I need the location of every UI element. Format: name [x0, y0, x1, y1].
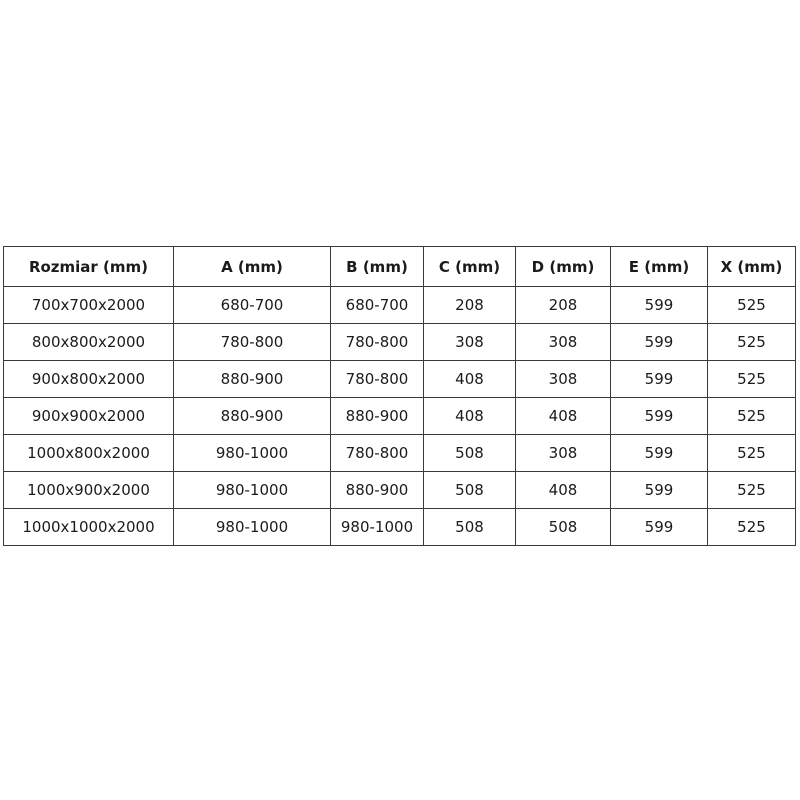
- table-cell: 780-800: [331, 361, 424, 398]
- table-cell: 308: [516, 324, 611, 361]
- table-cell: 308: [516, 435, 611, 472]
- table-cell: 900x900x2000: [4, 398, 174, 435]
- table-cell: 599: [611, 435, 708, 472]
- table-cell: 980-1000: [331, 509, 424, 546]
- table-cell: 408: [516, 472, 611, 509]
- dimensions-table: [3, 246, 796, 546]
- table-cell: 599: [611, 324, 708, 361]
- table-cell: 680-700: [331, 287, 424, 324]
- table-cell: 599: [611, 472, 708, 509]
- table-row: [4, 398, 796, 435]
- table-cell: 1000x1000x2000: [4, 509, 174, 546]
- table-cell: 525: [708, 398, 796, 435]
- table-cell: 880-900: [331, 472, 424, 509]
- table-cell: 208: [424, 287, 516, 324]
- table-cell: 525: [708, 435, 796, 472]
- table-cell: 525: [708, 287, 796, 324]
- table-cell: 980-1000: [174, 435, 331, 472]
- table-cell: 1000x800x2000: [4, 435, 174, 472]
- table-cell: 508: [424, 472, 516, 509]
- table-cell: 599: [611, 509, 708, 546]
- table-cell: 780-800: [331, 324, 424, 361]
- table-cell: 880-900: [174, 398, 331, 435]
- table-cell: 525: [708, 509, 796, 546]
- table-cell: 508: [424, 435, 516, 472]
- column-header-b: B (mm): [331, 247, 424, 287]
- table-cell: 408: [424, 398, 516, 435]
- table-row: [4, 509, 796, 546]
- column-header-e: E (mm): [611, 247, 708, 287]
- header-row: [4, 247, 796, 287]
- table-cell: 599: [611, 361, 708, 398]
- table-cell: 980-1000: [174, 509, 331, 546]
- table-cell: 508: [516, 509, 611, 546]
- table-cell: 900x800x2000: [4, 361, 174, 398]
- table-cell: 780-800: [331, 435, 424, 472]
- column-header-d: D (mm): [516, 247, 611, 287]
- table-cell: 980-1000: [174, 472, 331, 509]
- table-cell: 700x700x2000: [4, 287, 174, 324]
- table-cell: 525: [708, 361, 796, 398]
- table-cell: 780-800: [174, 324, 331, 361]
- table-cell: 408: [424, 361, 516, 398]
- table-cell: 408: [516, 398, 611, 435]
- table-cell: 525: [708, 324, 796, 361]
- column-header-rozmiar: Rozmiar (mm): [4, 247, 174, 287]
- table-cell: 880-900: [331, 398, 424, 435]
- table-row: [4, 435, 796, 472]
- column-header-a: A (mm): [174, 247, 331, 287]
- table-cell: 508: [424, 509, 516, 546]
- table-cell: 308: [424, 324, 516, 361]
- table-row: [4, 472, 796, 509]
- table-cell: 599: [611, 287, 708, 324]
- table-cell: 800x800x2000: [4, 324, 174, 361]
- table-cell: 1000x900x2000: [4, 472, 174, 509]
- table-cell: 308: [516, 361, 611, 398]
- table-row: [4, 361, 796, 398]
- column-header-c: C (mm): [424, 247, 516, 287]
- column-header-x: X (mm): [708, 247, 796, 287]
- table-row: [4, 287, 796, 324]
- table-row: [4, 324, 796, 361]
- table-cell: 599: [611, 398, 708, 435]
- table-cell: 525: [708, 472, 796, 509]
- table-cell: 880-900: [174, 361, 331, 398]
- table-cell: 680-700: [174, 287, 331, 324]
- table-cell: 208: [516, 287, 611, 324]
